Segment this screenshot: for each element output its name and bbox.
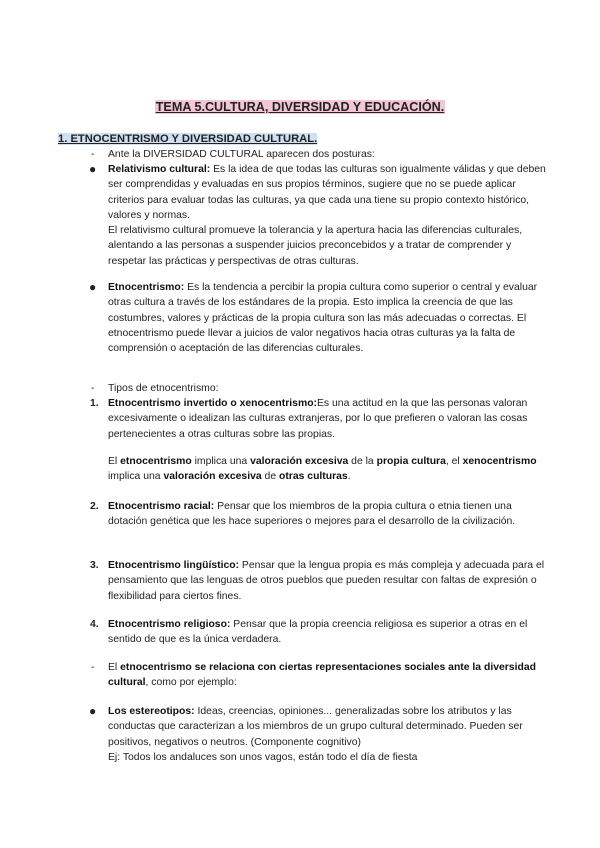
list-item-1 bbox=[58, 396, 548, 442]
dash-marker: - bbox=[91, 383, 95, 394]
contrast-paragraph: El etnocentrismo implica una valoración excesiva de la propia cultura, el xenocentrismo implica una valoración excesiva de otras culturas. bbox=[108, 456, 537, 483]
etnocentrismo-text: Es la tendencia a percibir la propia cultura como superior o central y evaluar otras cultura a través de los estándares de la propia. Esto implica la creencia de que las costumbres, valores y prácticas de la propia cultura son las más adecuadas o correctas. El etnocentrismo puede llevar a juicios de valor negativos hacia otras culturas ya la falta de comprensión o aceptación de las diferencias culturales. bbox=[108, 282, 538, 355]
bullet-marker: ● bbox=[89, 162, 97, 176]
page-title: TEMA 5.CULTURA, DIVERSIDAD Y EDUCACIÓN. bbox=[155, 100, 445, 114]
list-item-2 bbox=[58, 499, 548, 530]
bullet-marker: ● bbox=[89, 704, 97, 718]
item-number: 2. bbox=[90, 501, 99, 512]
item3-text: Pensar que la lengua propia es más compleja y adecuada para el pensamiento que las lenguas de otros pueblos que pueden resultar con faltas de expresión o flexibilidad para ciertos fines. bbox=[108, 560, 545, 602]
relativismo-extra: El relativismo cultural promueve la tolerancia y la apertura hacia las diferencias culturales, alentando a las personas a suspender juicios preconcebidos y a tratar de comprender y respetar las prácticas y perspectivas de otras culturas. bbox=[108, 225, 523, 267]
relativismo-label: Relativismo cultural: bbox=[108, 164, 211, 175]
item-number: 3. bbox=[90, 560, 99, 571]
relacion-item: - El etnocentrismo se relaciona con ciertas representaciones sociales ante la diversidad cultural, como por ejemplo: bbox=[58, 660, 548, 691]
estereotipos-example: Ej: Todos los andaluces son unos vagos, están todo el día de fiesta bbox=[108, 751, 418, 763]
etnocentrismo-item bbox=[58, 280, 548, 356]
bullet-marker: ● bbox=[89, 280, 97, 294]
item-number: 1. bbox=[90, 398, 99, 409]
list-item-3 bbox=[58, 558, 548, 604]
item4-label: Etnocentrismo religioso: bbox=[108, 619, 231, 630]
item2-text: Pensar que los miembros de la propia cultura o etnia tienen una dotación genética que les hace superiores o mejores para el desarrollo de la civilización. bbox=[108, 501, 516, 528]
relativismo-item bbox=[58, 162, 548, 269]
list-item-4 bbox=[58, 617, 548, 648]
estereotipos-label: Los estereotipos: bbox=[108, 706, 195, 717]
dash-marker: - bbox=[91, 662, 95, 673]
estereotipos-item bbox=[58, 704, 548, 765]
dash-marker: - bbox=[91, 149, 95, 160]
section-heading: 1. ETNOCENTRISMO Y DIVERSIDAD CULTURAL. bbox=[58, 133, 318, 145]
item4-text: Pensar que la propia creencia religiosa es superior a otras en el sentido de que es la única verdadera. bbox=[108, 619, 528, 646]
intro-text: Ante la DIVERSIDAD CULTURAL aparecen dos posturas: bbox=[108, 149, 375, 160]
tipos-item bbox=[58, 381, 548, 396]
estereotipos-text: Ideas, creencias, opiniones... generalizadas sobre los atributos y las conductas que caracterizan a los miembros de un grupo cultural determinado. Pueden ser positivos, negativos o neutros. (Componente cognitivo) bbox=[108, 706, 523, 748]
item3-label: Etnocentrismo lingüístico: bbox=[108, 560, 240, 571]
tipos-text: Tipos de etnocentrismo: bbox=[108, 383, 219, 394]
etnocentrismo-label: Etnocentrismo: bbox=[108, 282, 185, 293]
item1-label: Etnocentrismo invertido o xenocentrismo: bbox=[108, 398, 317, 409]
intro-item bbox=[58, 147, 548, 162]
item2-label: Etnocentrismo racial: bbox=[108, 501, 215, 512]
item1-text: Es una actitud en la que las personas valoran excesivamente o idealizan las culturas extranjeras, por lo que prefieren o valoran las cosas pertenecientes a otras culturas sobre las propias. bbox=[108, 398, 528, 440]
relativismo-text: Es la idea de que todas las culturas son igualmente válidas y que deben ser comprendidas y evaluadas en sus propios términos, sugiere que no se puede aplicar criterios para evaluar todas las culturas, ya que cada una tiene su propio contexto histórico, valores y normas. bbox=[108, 164, 546, 221]
item-number: 4. bbox=[90, 619, 99, 630]
relacion-bold: etnocentrismo se relaciona con ciertas representaciones sociales ante la diversidad cultural bbox=[108, 662, 536, 689]
